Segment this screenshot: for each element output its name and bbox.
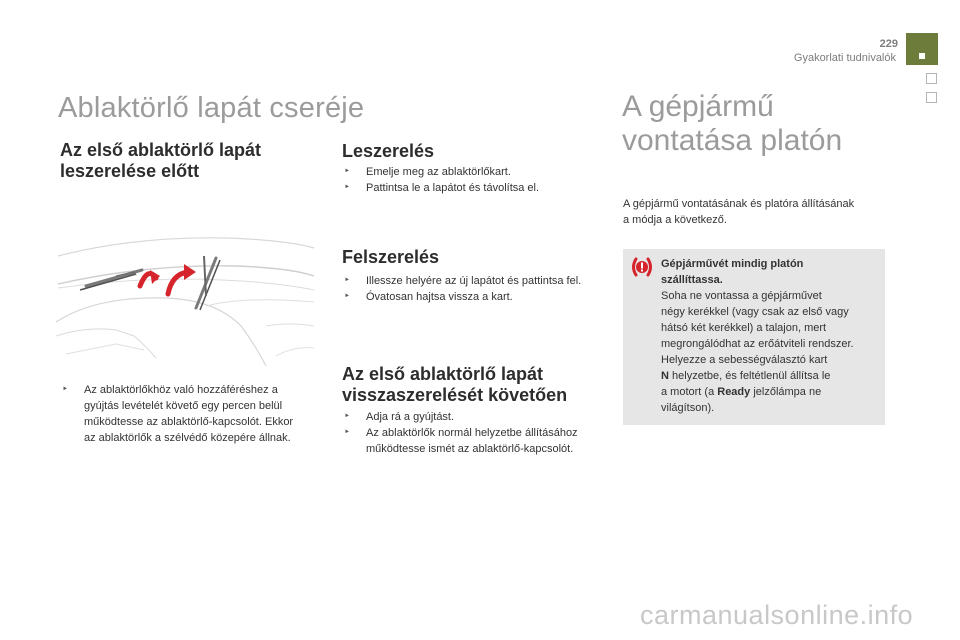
list-item-text: Adja rá a gyújtást. bbox=[366, 411, 455, 423]
wiper-illustration bbox=[56, 226, 316, 370]
warning-line-text: helyzetbe, és feltétlenül állítsa le bbox=[668, 370, 831, 382]
bullet-icon: ‣ bbox=[62, 384, 68, 395]
before-removal-list bbox=[62, 382, 324, 446]
section-heading-after-reinstall bbox=[342, 364, 622, 406]
intro-line: a módja a következő. bbox=[623, 214, 727, 226]
chapter-tab-empty[interactable] bbox=[926, 73, 937, 84]
warning-line: hátsó két kerékkel) a talajon, mert bbox=[661, 322, 827, 334]
list-item-line: Az ablaktörlőkhöz való hozzáféréshez a bbox=[84, 384, 278, 396]
bullet-icon: ‣ bbox=[344, 291, 350, 302]
list-item bbox=[344, 289, 620, 305]
warning-text bbox=[661, 256, 879, 416]
list-item-text: Óvatosan hajtsa vissza a kart. bbox=[366, 291, 513, 303]
page-number: 229 bbox=[879, 38, 898, 50]
list-item bbox=[344, 180, 614, 196]
section-heading-install: Felszerelés bbox=[342, 247, 440, 267]
title-line: A gépjármű bbox=[622, 90, 774, 123]
list-item-text: Emelje meg az ablaktörlőkart. bbox=[366, 166, 511, 178]
warning-bold-line: szállíttassa. bbox=[661, 274, 723, 286]
tab-marker-icon bbox=[919, 53, 925, 59]
list-item-line: Az ablaktörlők normál helyzetbe állításához bbox=[366, 427, 578, 439]
bullet-icon: ‣ bbox=[344, 427, 350, 438]
heading-line: Az első ablaktörlő lapát bbox=[60, 140, 262, 160]
warning-line: világítson). bbox=[661, 402, 715, 414]
removal-list bbox=[344, 164, 614, 196]
section-heading-removal: Leszerelés bbox=[342, 141, 435, 161]
list-item-line: az ablaktörlők a szélvédő közepére állnak. bbox=[84, 432, 291, 444]
watermark: carmanualsonline.info bbox=[640, 600, 914, 630]
warning-line: Soha ne vontassa a gépjárművet bbox=[661, 290, 822, 302]
heading-line: Az első ablaktörlő lapát bbox=[342, 364, 544, 384]
ready-indicator-label: Ready bbox=[717, 386, 751, 398]
list-item-line: gyújtás levételét követő egy percen belül bbox=[84, 400, 283, 412]
bullet-icon: ‣ bbox=[344, 166, 350, 177]
title-line: vontatása platón bbox=[622, 124, 843, 157]
list-item bbox=[62, 382, 324, 446]
list-item bbox=[344, 164, 614, 180]
warning-icon bbox=[631, 257, 653, 277]
list-item bbox=[344, 409, 622, 425]
gear-position-n: N bbox=[661, 370, 669, 382]
warning-line-text: jelzőlámpa ne bbox=[750, 386, 822, 398]
bullet-icon: ‣ bbox=[344, 411, 350, 422]
warning-line bbox=[661, 384, 879, 400]
section-heading-before-removal bbox=[60, 140, 310, 182]
chapter-tab-empty[interactable] bbox=[926, 92, 937, 103]
list-item-text: Illessze helyére az új lapátot és pattintsa fel. bbox=[366, 275, 582, 287]
bullet-icon: ‣ bbox=[344, 182, 350, 193]
warning-line bbox=[661, 368, 879, 384]
towing-intro bbox=[623, 196, 893, 228]
list-item-line: működtesse az ablaktörlő-kapcsolót. Ekkor bbox=[84, 416, 294, 428]
warning-line-text: a motort (a bbox=[661, 386, 718, 398]
list-item bbox=[344, 425, 622, 457]
section-title: Gyakorlati tudnivalók bbox=[793, 52, 896, 64]
warning-line: Helyezze a sebességválasztó kart bbox=[661, 354, 828, 366]
warning-bold-line: Gépjárművét mindig platón bbox=[661, 258, 804, 270]
warning-line: megrongálódhat az erőátviteli rendszer. bbox=[661, 338, 854, 350]
towing-title bbox=[622, 90, 842, 158]
list-item bbox=[344, 273, 620, 289]
warning-line: négy kerékkel (vagy csak az első vagy bbox=[661, 306, 849, 318]
heading-line: visszaszerelését követően bbox=[342, 385, 568, 405]
warning-box bbox=[623, 249, 885, 425]
after-reinstall-list bbox=[344, 409, 622, 457]
main-title: Ablaktörlő lapát cseréje bbox=[58, 92, 365, 124]
list-item-text: Pattintsa le a lapátot és távolítsa el. bbox=[366, 182, 540, 194]
list-item-line: működtesse ismét az ablaktörlő-kapcsolót. bbox=[366, 443, 574, 455]
intro-line: A gépjármű vontatásának és platóra állításának bbox=[623, 198, 855, 210]
install-list bbox=[344, 273, 620, 305]
heading-line: leszerelése előtt bbox=[60, 161, 200, 181]
bullet-icon: ‣ bbox=[344, 275, 350, 286]
chapter-tab-active[interactable] bbox=[906, 33, 938, 65]
